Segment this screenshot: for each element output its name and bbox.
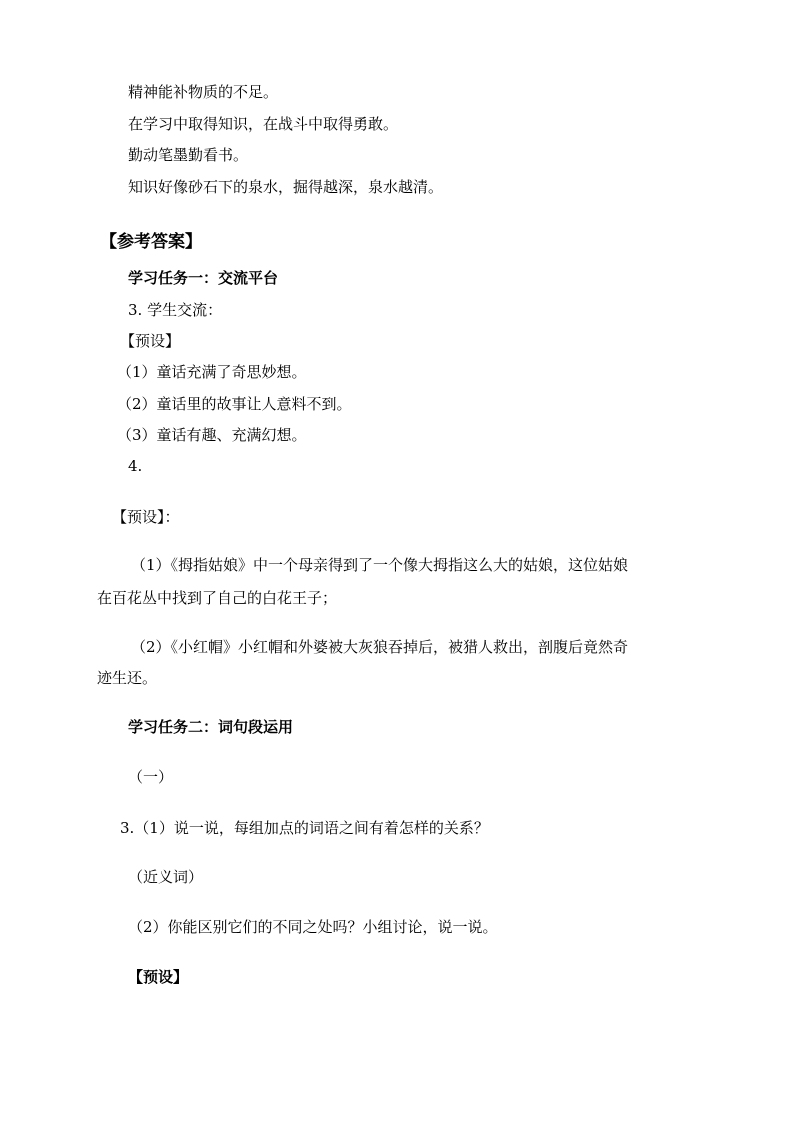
quote-line: 在学习中取得知识，在战斗中取得勇敢。	[128, 115, 399, 133]
task2-answer: （近义词）	[128, 868, 204, 886]
task1-preset2-label: 【预设】：	[112, 508, 180, 526]
task2-title: 学习任务二：词句段运用	[128, 718, 294, 736]
quote-line: 精神能补物质的不足。	[128, 83, 279, 101]
task1-preset-item: （1）童话充满了奇思妙想。	[117, 363, 307, 381]
task2-section: （一）	[128, 768, 174, 786]
task1-preset-item: （3）童话有趣、充满幻想。	[117, 426, 307, 444]
task1-title: 学习任务一：交流平台	[128, 269, 279, 287]
task1-preset-label: 【预设】	[120, 332, 181, 350]
task2-preset-label: 【预设】	[128, 968, 189, 986]
quote-line: 知识好像砂石下的泉水，掘得越深，泉水越清。	[128, 178, 444, 196]
quote-line: 勤动笔墨勤看书。	[128, 146, 249, 164]
task2-question: 3.（1）说一说，每组加点的词语之间有着怎样的关系？	[120, 819, 489, 837]
paragraph-line: 在百花丛中找到了自己的白花王子；	[97, 589, 338, 607]
paragraph-line: （2）《小红帽》小红帽和外婆被大灰狼吞掉后，被猎人救出，剖腹后竟然奇	[131, 638, 629, 656]
paragraph-line: 迹生还。	[97, 669, 158, 687]
task1-item4: 4.	[128, 457, 143, 475]
paragraph-line: （1）《拇指姑娘》中一个母亲得到了一个像大拇指这么大的姑娘，这位姑娘	[131, 556, 629, 574]
task1-preset-item: （2）童话里的故事让人意料不到。	[117, 395, 352, 413]
answer-heading: 【参考答案】	[100, 232, 202, 252]
task2-question: （2）你能区别它们的不同之处吗？小组讨论，说一说。	[128, 918, 498, 936]
task1-item3: 3. 学生交流：	[128, 301, 223, 319]
